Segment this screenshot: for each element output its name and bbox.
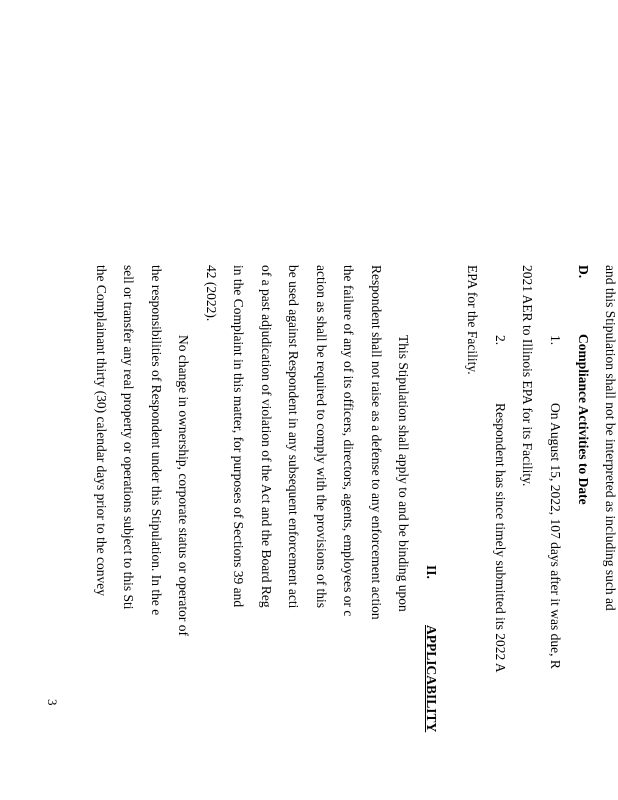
line-1: and this Stipulation shall not be interpreted as including such ad: [603, 265, 618, 611]
page-number: 3: [45, 699, 60, 706]
line-12: be used against Respondent in any subsequent enforcement acti: [286, 265, 301, 609]
section-d-heading: Compliance Activities to Date: [576, 334, 591, 505]
item-1-text: On August 15, 2022, 107 days after it was due, R: [548, 403, 563, 669]
line-15: 42 (2022).: [204, 265, 219, 322]
line-4: 2021 AER to Illinois EPA for its Facility.: [520, 265, 535, 487]
section-d-number: D.: [576, 265, 591, 279]
line-14: in the Complaint in this matter, for purposes of Sections 39 and: [231, 265, 246, 608]
section-ii-heading: APPLICABILITY: [424, 625, 439, 733]
line-8: This Stipulation shall apply to and be binding upon: [396, 335, 411, 612]
line-18: sell or transfer any real property or operations subject to this Sti: [121, 265, 136, 610]
line-6: EPA for the Facility.: [465, 265, 480, 375]
line-19: the Complainant thirty (30) calendar days prior to the convey: [94, 265, 109, 597]
item-2-number: 2.: [493, 335, 508, 346]
line-10: the failure of any of its officers, directors, agents, employees or c: [341, 265, 356, 617]
line-11: action as shall be required to comply with the provisions of this: [314, 265, 329, 609]
item-2-text: Respondent has since timely submitted its 2022 A: [493, 403, 508, 673]
line-13: of a past adjudication of violation of the Act and the Board Reg: [259, 265, 274, 608]
line-16: No change in ownership, corporate status or operator of: [176, 335, 191, 637]
line-17: the responsibilities of Respondent under this Stipulation. In the e: [149, 265, 164, 616]
section-ii-number: II.: [424, 565, 439, 579]
line-9: Respondent shall not raise as a defense to any enforcement action: [369, 265, 384, 620]
item-1-number: 1.: [548, 335, 563, 346]
